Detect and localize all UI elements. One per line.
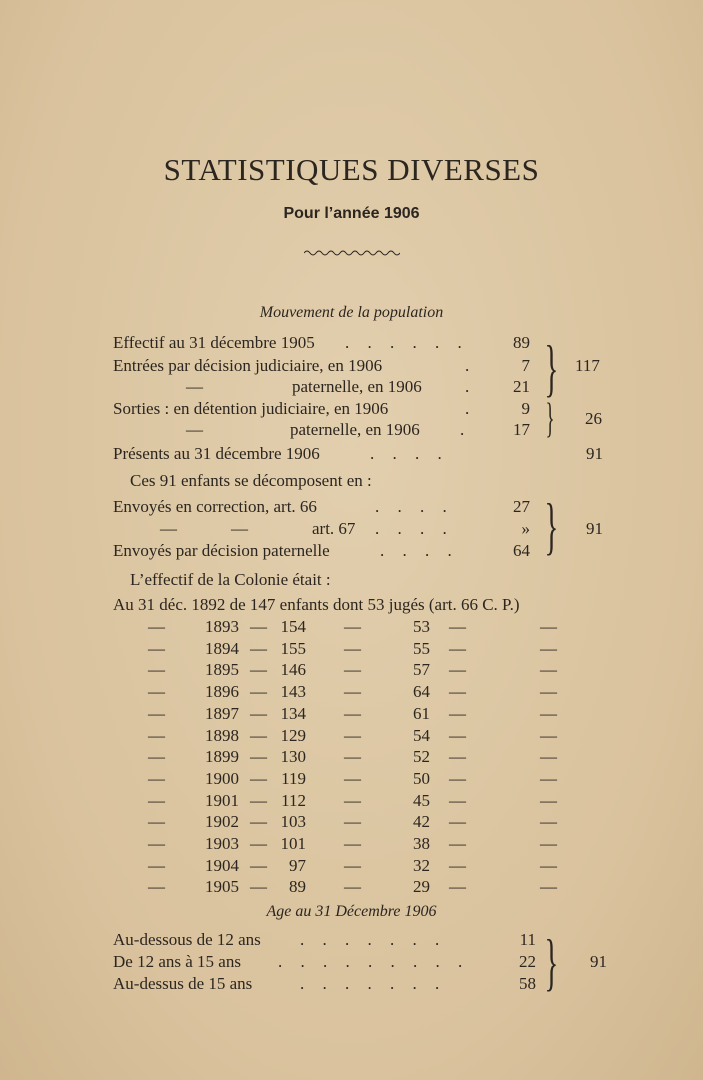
ditto-dash: —	[449, 617, 466, 636]
ditto-dash: —	[449, 638, 466, 658]
history-year: 1900	[205, 768, 239, 788]
paternelle-value: 64	[513, 541, 530, 560]
history-year: 1894	[205, 638, 239, 658]
brace-sorties: }	[545, 396, 555, 442]
history-juges: 50	[413, 768, 430, 788]
ditto-dash: —	[344, 790, 361, 810]
history-year: 1897	[205, 703, 239, 723]
history-first-row: Au 31 déc. 1892 de 147 enfants dont 53 jugés (art. 66 C. P.)	[113, 595, 520, 614]
ditto-dash: —	[449, 812, 466, 832]
ditto-dash: —	[344, 834, 361, 853]
ditto-dash: —	[540, 790, 557, 810]
presents-1906-value: 91	[586, 444, 603, 463]
ditto-dash: —	[540, 638, 557, 658]
history-enfants: 155	[280, 638, 306, 658]
paternelle-label: Envoyés par décision paternelle	[113, 541, 330, 560]
brace-entrees: }	[544, 332, 559, 403]
history-enfants: 134	[280, 703, 306, 723]
correction-66-value: 27	[513, 497, 530, 516]
ditto-dash: —	[231, 519, 248, 538]
history-enfants: 143	[280, 682, 306, 702]
history-year: 1898	[205, 725, 239, 745]
history-juges: 38	[413, 834, 430, 853]
history-year: 1904	[205, 855, 239, 875]
ditto-dash: —	[250, 747, 267, 767]
presents-1906-label: Présents au 31 décembre 1906	[113, 444, 320, 463]
sorties-total: 26	[585, 409, 602, 428]
age-row-label: Au-dessus de 15 ans	[113, 974, 253, 993]
ditto-dash: —	[250, 725, 267, 745]
ditto-dash: —	[540, 617, 557, 636]
history-year: 1896	[205, 682, 239, 702]
section-heading-population: Mouvement de la population	[259, 304, 444, 321]
ditto-dash: —	[344, 725, 361, 745]
ditto-dash: —	[148, 682, 165, 702]
leader-dots: . . . . . . .	[300, 974, 447, 993]
ditto-dash: —	[250, 638, 267, 658]
history-enfants: 103	[280, 812, 306, 832]
history-juges: 64	[413, 682, 430, 702]
ditto-dash: —	[449, 790, 466, 810]
ditto-dash: —	[148, 834, 165, 853]
ditto-dash: —	[344, 812, 361, 832]
leader-dot: .	[465, 356, 470, 375]
ditto-dash: —	[449, 855, 466, 875]
ditto-dash: —	[449, 703, 466, 723]
history-enfants: 154	[280, 617, 306, 636]
ditto-dash: —	[250, 812, 267, 832]
leader-dots: . . . .	[370, 444, 449, 463]
correction-67-value: »	[521, 519, 530, 538]
ditto-dash: —	[148, 768, 165, 788]
ditto-dash: —	[160, 519, 177, 538]
ditto-dash: —	[449, 682, 466, 702]
sorties-paternelle-value: 17	[513, 420, 530, 439]
history-enfants: 130	[280, 747, 306, 767]
history-juges: 55	[413, 638, 430, 658]
ditto-dash: —	[148, 660, 165, 680]
ditto-dash: —	[186, 377, 203, 396]
ditto-dash: —	[148, 638, 165, 658]
entrees-judiciaire-label: Entrées par décision judiciaire, en 1906	[113, 356, 383, 375]
ditto-dash: —	[344, 855, 361, 875]
leader-dots: . . . .	[375, 519, 454, 538]
history-juges: 45	[413, 790, 430, 810]
age-row-label: De 12 ans à 15 ans	[113, 952, 241, 971]
history-year: 1899	[205, 747, 239, 767]
effectif-1905-value: 89	[513, 333, 530, 352]
leader-dot: .	[460, 420, 465, 439]
sorties-paternelle-label: paternelle, en 1906	[290, 420, 420, 439]
ditto-dash: —	[344, 638, 361, 658]
history-year: 1895	[205, 660, 239, 680]
ditto-dash: —	[449, 660, 466, 680]
ditto-dash: —	[148, 703, 165, 723]
decomposition-intro: Ces 91 enfants se décomposent en :	[130, 471, 372, 490]
ditto-dash: —	[540, 682, 557, 702]
history-enfants: 129	[280, 725, 306, 745]
sorties-judiciaire-value: 9	[521, 399, 530, 418]
history-juges: 53	[413, 617, 430, 636]
history-year: 1905	[205, 877, 239, 897]
history-year: 1902	[205, 812, 239, 832]
ditto-dash: —	[540, 660, 557, 680]
history-year: 1893	[205, 617, 239, 636]
ditto-dash: —	[540, 747, 557, 767]
ditto-dash: —	[540, 877, 557, 897]
history-enfants: 119	[281, 768, 306, 788]
page-title: STATISTIQUES DIVERSES	[163, 152, 540, 187]
ditto-dash: —	[250, 768, 267, 788]
ditto-dash: —	[250, 877, 267, 897]
ditto-dash: —	[449, 725, 466, 745]
ditto-dash: —	[540, 703, 557, 723]
ditto-dash: —	[250, 682, 267, 702]
history-enfants: 97	[289, 855, 306, 875]
entrees-judiciaire-value: 7	[521, 356, 530, 375]
decorative-rule	[0, 244, 703, 262]
history-enfants: 112	[281, 790, 306, 810]
ditto-dash: —	[344, 617, 361, 636]
ditto-dash: —	[540, 768, 557, 788]
effectif-1905-label: Effectif au 31 décembre 1905	[113, 333, 315, 352]
history-year: 1903	[205, 834, 239, 853]
ditto-dash: —	[250, 834, 267, 853]
age-total: 91	[590, 952, 607, 971]
brace-envoyes: }	[544, 490, 559, 561]
history-enfants: 89	[289, 877, 306, 897]
history-enfants: 146	[280, 660, 306, 680]
leader-dot: .	[465, 399, 470, 418]
ditto-dash: —	[250, 660, 267, 680]
ditto-dash: —	[148, 617, 165, 636]
ditto-dash: —	[540, 855, 557, 875]
correction-66-label: Envoyés en correction, art. 66	[113, 497, 317, 516]
ditto-dash: —	[148, 855, 165, 875]
history-juges: 52	[413, 747, 430, 767]
history-juges: 61	[413, 703, 430, 723]
ditto-dash: —	[344, 747, 361, 767]
ditto-dash: —	[344, 703, 361, 723]
age-row-value: 11	[519, 930, 536, 949]
sorties-judiciaire-label: Sorties : en détention judiciaire, en 1906	[113, 399, 389, 418]
page-subtitle: Pour l’année 1906	[283, 205, 420, 222]
correction-67-label: art. 67	[312, 519, 356, 538]
history-juges: 54	[413, 725, 430, 745]
leader-dots: . . . . . . . . .	[278, 952, 470, 971]
age-row-value: 22	[519, 952, 536, 971]
ditto-dash: —	[540, 725, 557, 745]
ditto-dash: —	[148, 725, 165, 745]
ditto-dash: —	[344, 768, 361, 788]
ditto-dash: —	[540, 834, 557, 853]
history-juges: 57	[413, 660, 430, 680]
history-year: 1901	[205, 790, 239, 810]
age-row-label: Au-dessous de 12 ans	[113, 930, 261, 949]
ditto-dash: —	[250, 617, 267, 636]
ditto-dash: —	[250, 703, 267, 723]
section-heading-age: Age au 31 Décembre 1906	[266, 903, 437, 920]
leader-dot: .	[465, 377, 470, 396]
ditto-dash: —	[449, 768, 466, 788]
brace-age: }	[544, 926, 559, 997]
ditto-dash: —	[449, 834, 466, 853]
ditto-dash: —	[148, 877, 165, 897]
history-juges: 29	[413, 877, 430, 897]
ditto-dash: —	[344, 660, 361, 680]
ditto-dash: —	[344, 877, 361, 897]
leader-dots: . . . .	[375, 497, 454, 516]
age-row-value: 58	[519, 974, 536, 993]
leader-dots: . . . . . . .	[300, 930, 447, 949]
envoyes-total: 91	[586, 519, 603, 538]
ditto-dash: —	[148, 790, 165, 810]
entrees-paternelle-label: paternelle, en 1906	[292, 377, 422, 396]
history-enfants: 101	[280, 834, 306, 853]
ditto-dash: —	[449, 877, 466, 897]
leader-dots: . . . . . .	[345, 333, 469, 352]
history-juges: 32	[413, 855, 430, 875]
ditto-dash: —	[250, 855, 267, 875]
ditto-dash: —	[540, 812, 557, 832]
entrees-total: 117	[575, 356, 600, 375]
entrees-paternelle-value: 21	[513, 377, 530, 396]
history-juges: 42	[413, 812, 430, 832]
ditto-dash: —	[148, 812, 165, 832]
ditto-dash: —	[344, 682, 361, 702]
ditto-dash: —	[148, 747, 165, 767]
ditto-dash: —	[449, 747, 466, 767]
ditto-dash: —	[186, 420, 203, 439]
effectif-intro: L’effectif de la Colonie était :	[130, 570, 331, 589]
ditto-dash: —	[250, 790, 267, 810]
leader-dots: . . . .	[380, 541, 459, 560]
